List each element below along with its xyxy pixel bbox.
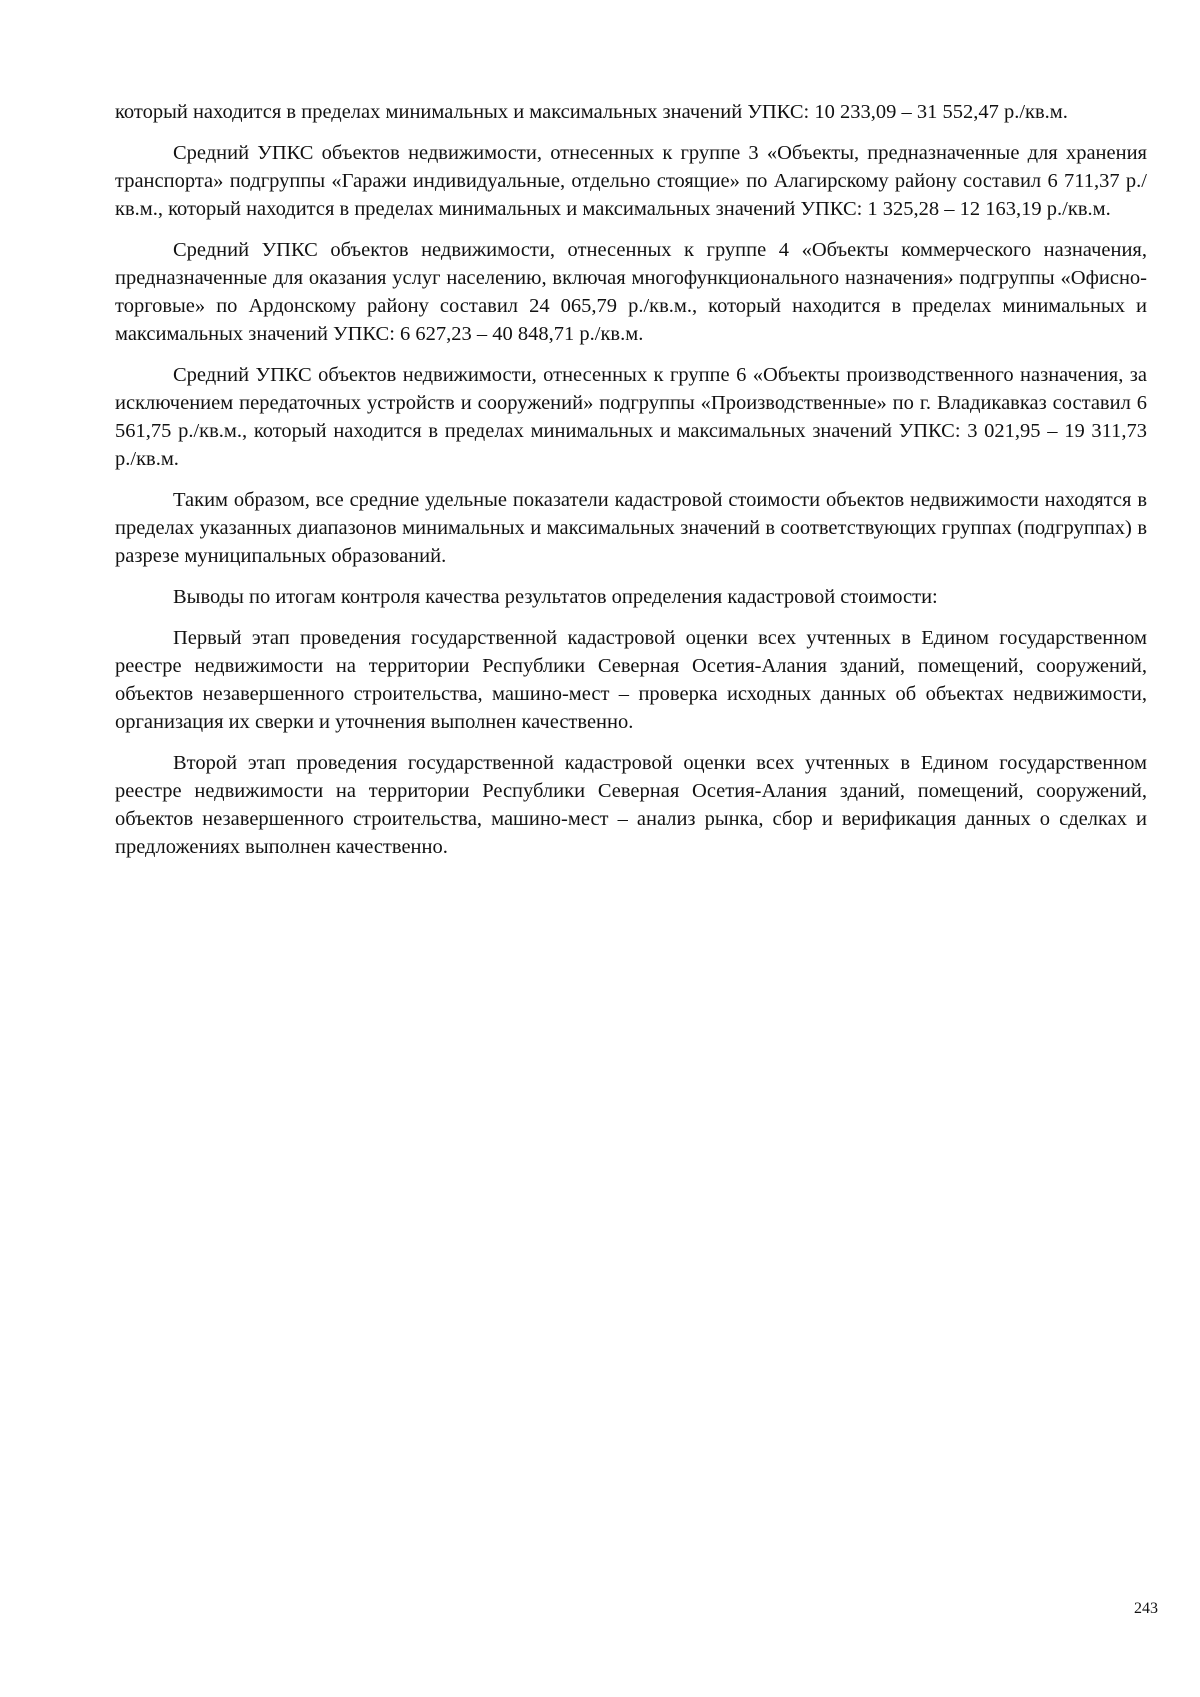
paragraph-summary: Таким образом, все средние удельные показатели кадастровой стоимости объектов недвижимости находятся в пределах указанных диапазонов минимальных и максимальных значений в соответствующих группах (подгруппах) в разрезе муниципальных образований. (115, 489, 1147, 567)
document-body (115, 98, 1147, 874)
paragraph-group-4-commercial: Средний УПКС объектов недвижимости, отнесенных к группе 4 «Объекты коммерческого назначения, предназначенные для оказания услуг населению, включая многофункционального назначения» подгруппы «Офисно-торговые» по Ардонскому району составил 24 065,79 р./кв.м., который находится в пределах минимальных и максимальных значений УПКС: 6 627,23 – 40 848,71 р./кв.м. (115, 239, 1147, 345)
paragraph-group-6-industrial: Средний УПКС объектов недвижимости, отнесенных к группе 6 «Объекты производственного назначения, за исключением передаточных устройств и сооружений» подгруппы «Производственные» по г. Владикавказ составил 6 561,75 р./кв.м., который находится в пределах минимальных и максимальных значений УПКС: 3 021,95 – 19 311,73 р./кв.м. (115, 364, 1147, 470)
page-number: 243 (1134, 1600, 1158, 1617)
paragraph-conclusions-heading: Выводы по итогам контроля качества результатов определения кадастровой стоимости: (173, 586, 938, 608)
paragraph-stage-one: Первый этап проведения государственной кадастровой оценки всех учтенных в Едином государственном реестре недвижимости на территории Республики Северная Осетия-Алания зданий, помещений, сооружений, объектов незавершенного строительства, машино-мест – проверка исходных данных об объектах недвижимости, организация их сверки и уточнения выполнен качественно. (115, 627, 1147, 733)
paragraph-stage-two: Второй этап проведения государственной кадастровой оценки всех учтенных в Едином государственном реестре недвижимости на территории Республики Северная Осетия-Алания зданий, помещений, сооружений, объектов незавершенного строительства, машино-мест – анализ рынка, сбор и верификация данных о сделках и предложениях выполнен качественно. (115, 752, 1147, 858)
paragraph-group-3-garages: Средний УПКС объектов недвижимости, отнесенных к группе 3 «Объекты, предназначенные для хранения транспорта» подгруппы «Гаражи индивидуальные, отдельно стоящие» по Алагирскому району составил 6 711,37 р./кв.м., который находится в пределах минимальных и максимальных значений УПКС: 1 325,28 – 12 163,19 р./кв.м. (115, 142, 1147, 220)
paragraph-continuation: который находится в пределах минимальных и максимальных значений УПКС: 10 233,09 – 31 552,47 р./кв.м. (115, 101, 1068, 123)
